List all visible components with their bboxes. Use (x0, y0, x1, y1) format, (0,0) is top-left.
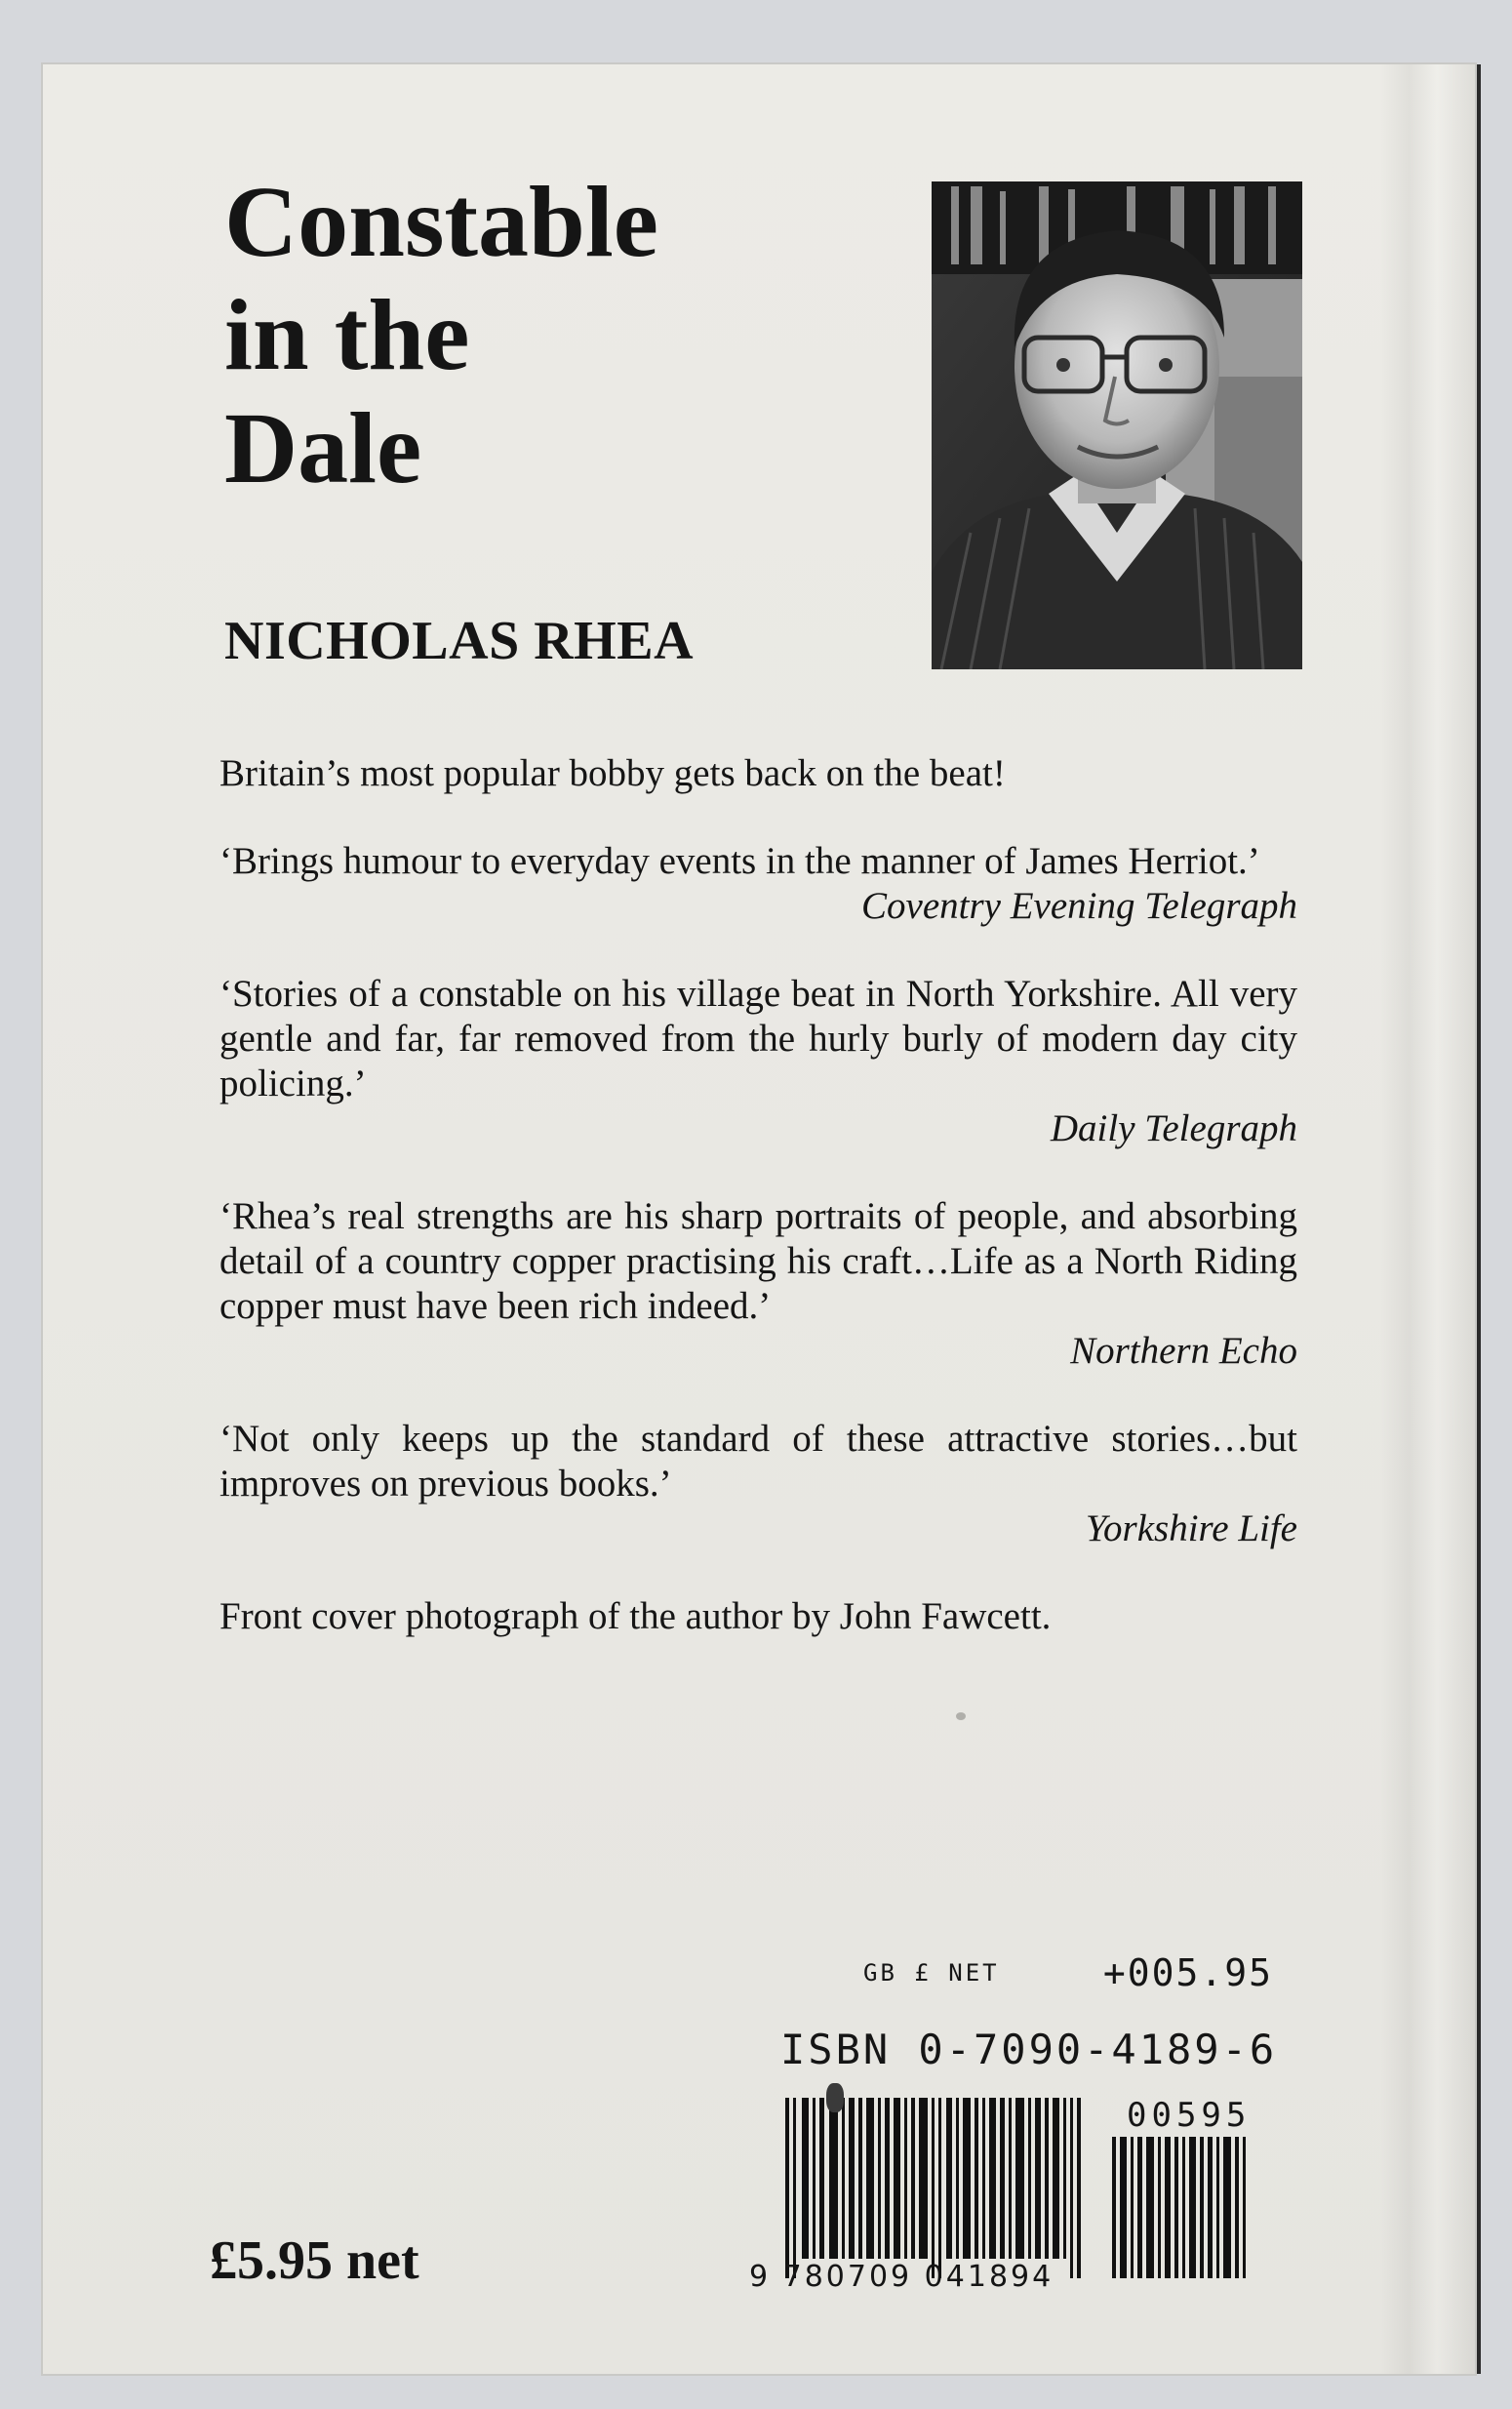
cover-scuff-mark (956, 1712, 966, 1720)
review-quote: ‘Brings humour to everyday events in the manner of James Herriot.’ (219, 840, 1260, 882)
barcode-bars (780, 2098, 1268, 2278)
isbn-number: ISBN 0-7090-4189-6 (780, 2026, 1278, 2073)
review-quote: ‘Stories of a constable on his village beat in North Yorkshire. All very gentle and far, far removed from the hurly burly of modern day city policing.’ (219, 973, 1297, 1104)
barcode-icon (780, 2098, 1268, 2278)
review-quote: ‘Rhea’s real strengths are his sharp portraits of people, and absorbing detail of a country copper practising his craft…Life as a North Riding copper must have been rich indeed.’ (219, 1195, 1297, 1327)
book-title (224, 166, 658, 505)
review-block (219, 1417, 1297, 1551)
title-line: Constable (224, 166, 658, 278)
review-block (219, 972, 1297, 1151)
barcode-price-code: +005.95 (1102, 1951, 1273, 1994)
barcode-price-line (863, 1951, 1273, 1994)
review-quote: ‘Not only keeps up the standard of these attractive stories…but improves on previous books.’ (219, 1418, 1297, 1505)
author-portrait-image (932, 181, 1302, 669)
review-source: Daily Telegraph (1050, 1107, 1297, 1149)
author-name: NICHOLAS RHEA (224, 611, 695, 671)
cover-stain-mark (826, 2083, 844, 2112)
author-photo (932, 181, 1302, 669)
review-source: Coventry Evening Telegraph (861, 885, 1297, 927)
title-line: Dale (224, 392, 422, 504)
review-block (219, 1194, 1297, 1374)
tagline: Britain’s most popular bobby gets back on the beat! (219, 752, 1006, 794)
review-block (219, 839, 1297, 929)
blurb-text (219, 751, 1297, 1639)
review-source: Yorkshire Life (1085, 1507, 1297, 1549)
barcode-addon-number: 00595 (1127, 2096, 1252, 2135)
photo-credit: Front cover photograph of the author by John Fawcett. (219, 1595, 1052, 1637)
cover-fold-shading (1380, 64, 1475, 2374)
cover-price: £5.95 net (210, 2230, 419, 2291)
title-line: in the (224, 279, 470, 391)
ean-barcode-digits: 9 780709 041894 (749, 2260, 1054, 2294)
barcode-price-label: GB £ NET (863, 1959, 1000, 1987)
review-source: Northern Echo (1070, 1330, 1297, 1372)
